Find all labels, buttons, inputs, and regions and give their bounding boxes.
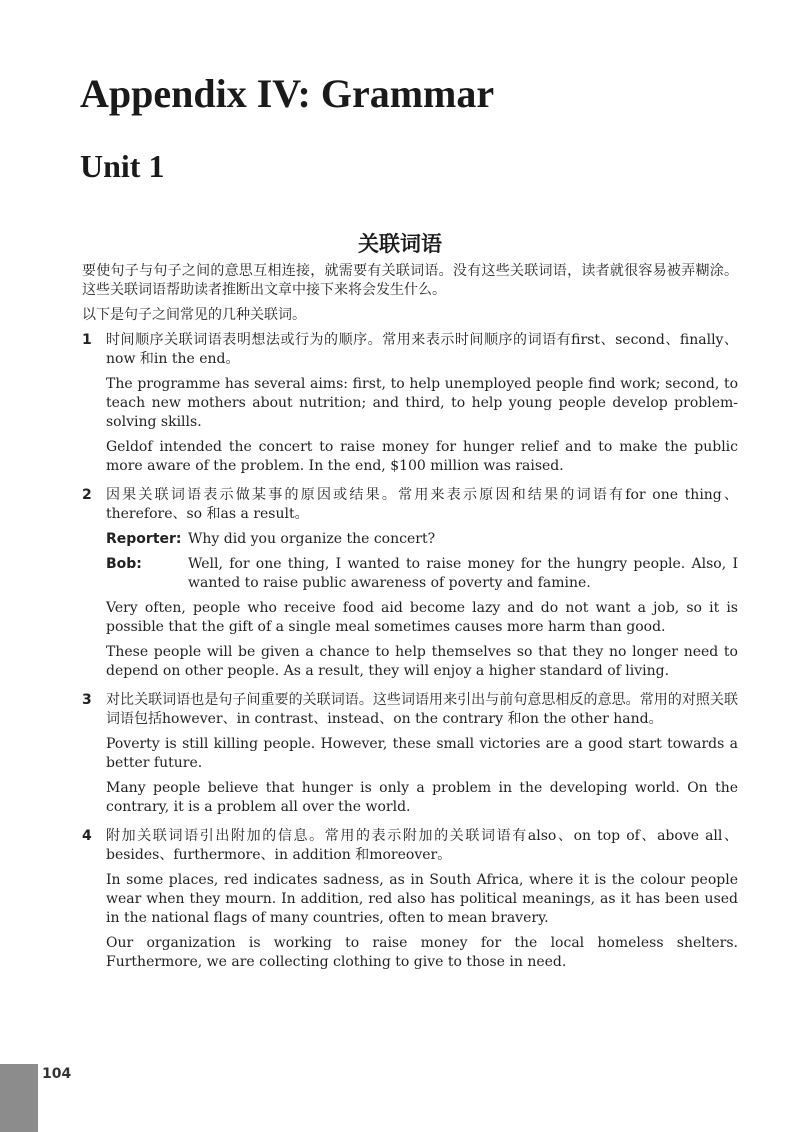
list-item (82, 691, 738, 823)
item-number: 2 (82, 487, 92, 503)
speaker-label: Bob: (106, 556, 142, 572)
list-item (82, 331, 738, 482)
item-description: 对比关联词语也是句子间重要的关联词语。这些词语用来引出与前句意思相反的意思。常用的对照关联词语包括however、in contrast、instead、on the contrary 和on the other hand。 (106, 692, 738, 727)
example-sentence: Many people believe that hunger is only a problem in the developing world. On the contrary, it is a problem all over the world. (106, 780, 738, 815)
section-title: 关联词语 (358, 232, 442, 256)
page-title: Appendix IV: Grammar (80, 71, 495, 116)
page-tab-marker (0, 1064, 38, 1132)
example-sentence: These people will be given a chance to help themselves so that they no longer need to depend on other people. As a result, they will enjoy a higher standard of living. (106, 644, 738, 679)
page-number: 104 (42, 1066, 72, 1082)
main-content (82, 262, 738, 982)
intro-paragraph: 以下是句子之间常见的几种关联词。 (82, 307, 306, 323)
dialogue-line (106, 555, 738, 593)
dialogue-line (106, 530, 738, 549)
item-number: 3 (82, 692, 92, 708)
example-sentence: Geldof intended the concert to raise money for hunger relief and to make the public more aware of the problem. In the end, $100 million was raised. (106, 439, 738, 474)
list-item (82, 486, 738, 687)
list-item (82, 827, 738, 978)
example-sentence: The programme has several aims: first, to help unemployed people find work; second, to teach new mothers about nutrition; and third, to help young people develop problem-solving skills. (106, 376, 738, 430)
speaker-text: Why did you organize the concert? (188, 531, 436, 547)
item-number: 4 (82, 828, 92, 844)
example-sentence: Our organization is working to raise money for the local homeless shelters. Furthermore, we are collecting clothing to give to those in need. (106, 935, 738, 970)
unit-title: Unit 1 (80, 148, 165, 184)
speaker-label: Reporter: (106, 531, 182, 547)
example-sentence: Poverty is still killing people. However, these small victories are a good start towards a better future. (106, 736, 738, 771)
item-description: 时间顺序关联词语表明想法或行为的顺序。常用来表示时间顺序的词语有first、second、finally、now 和in the end。 (106, 332, 738, 367)
example-sentence: Very often, people who receive food aid become lazy and do not want a job, so it is possible that the gift of a single meal sometimes causes more harm than good. (106, 600, 738, 635)
item-description: 附加关联词语引出附加的信息。常用的表示附加的关联词语有also、on top of、above all、besides、furthermore、in addition 和moreover。 (106, 828, 738, 863)
example-sentence: In some places, red indicates sadness, as in South Africa, where it is the colour people wear when they mourn. In addition, red also has political meanings, as it has been used in the national flags of many countries, often to mean bravery. (106, 872, 738, 926)
item-description: 因果关联词语表示做某事的原因或结果。常用来表示原因和结果的词语有for one thing、therefore、so 和as a result。 (106, 487, 738, 522)
item-number: 1 (82, 332, 92, 348)
speaker-text: Well, for one thing, I wanted to raise money for the hungry people. Also, I wanted to raise public awareness of poverty and famine. (188, 556, 738, 591)
intro-paragraph: 要使句子与句子之间的意思互相连接，就需要有关联词语。没有这些关联词语，读者就很容易被弄糊涂。这些关联词语帮助读者推断出文章中接下来将会发生什么。 (82, 263, 738, 298)
